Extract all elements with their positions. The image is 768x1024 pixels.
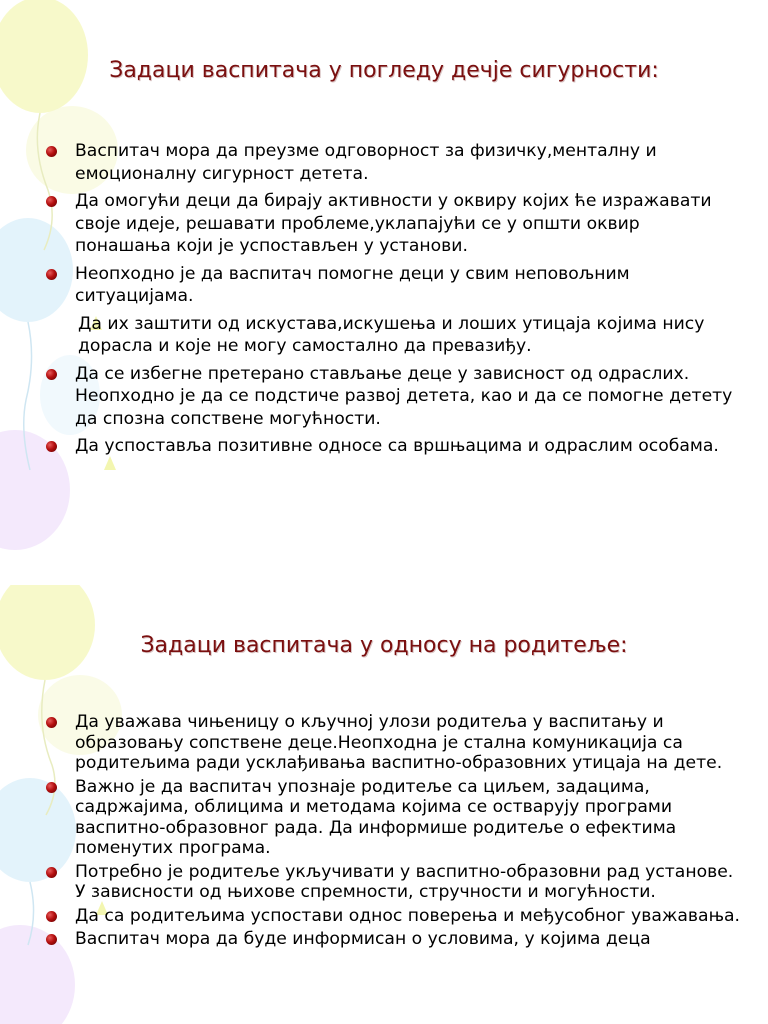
slide-2: [0, 585, 768, 1024]
list-item: [40, 140, 740, 185]
list-item: [40, 777, 740, 859]
list-item-text: Да их заштити од искустава,искушења и лоших утицаја којима нису дорасла и које не могу самостално да превазиђу.: [78, 313, 705, 356]
bullet-icon: [46, 441, 57, 452]
list-item: [40, 313, 740, 358]
list-item-text: Да се избегне претерано стављање деце у зависност од одраслих. Неопходно је да се подстиче развој детета, као и да се помогне детету да спозна сопствене могућности.: [75, 363, 733, 429]
bullet-icon: [46, 782, 57, 793]
list-item-text: Важно је да васпитач упознаје родитеље са циљем, задацима, садржајима, облицима и методама којима се остварују програми васпитно-образовног рада. Да информише родитеље о ефектима поменутих програма.: [75, 776, 677, 858]
list-item-text: Васпитач мора да буде информисан о условима, у којима деца: [75, 929, 651, 949]
bullet-icon: [46, 934, 57, 945]
slide-1-list: [40, 140, 740, 463]
bullet-icon: [46, 369, 57, 380]
list-item: [40, 190, 740, 258]
list-item: [40, 929, 740, 950]
list-item-text: Да са родитељима успостави однос поверења и међусобног уважавања.: [75, 905, 741, 926]
list-item: [40, 712, 740, 774]
list-item-text: Да уважава чињеницу о кључној улози родитеља у васпитању и образовању сопствене деце.Неопходна је стална комуникација са родитељима ради усклађивања васпитно-образовних утицаја на дете.: [75, 712, 723, 773]
list-item-text: Да омогући деци да бирају активности у оквиру којих ће изражавати своје идеје, решавати проблеме,уклапајући се у општи оквир понашања који је успостављен у установи.: [75, 191, 712, 256]
list-item: [40, 906, 740, 927]
bullet-icon: [46, 269, 57, 280]
slide-2-title: Задаци васпитача у односу на родитеље:: [140, 633, 628, 658]
list-item: [40, 862, 740, 903]
list-item-text: Потребно је родитеље укључивати у васпитно-образовни рад установе. У зависности од њихове спремности, стручности и могућности.: [75, 861, 734, 902]
list-item: [40, 363, 740, 431]
list-item-text: Васпитач мора да преузме одговорност за физичку,менталну и емоционалну сигурност детета.: [75, 141, 657, 184]
bullet-icon: [46, 867, 57, 878]
list-item: [40, 435, 740, 458]
slide-1-title: Задаци васпитача у погледу дечје сигурности:: [109, 58, 659, 83]
bullet-icon: [46, 146, 57, 157]
bullet-icon: [46, 717, 57, 728]
list-item: [40, 263, 740, 308]
list-item-text: Неопходно је да васпитач помогне деци у свим неповољним ситуацијама.: [75, 263, 630, 306]
slide-2-list: [40, 712, 740, 953]
bullet-icon: [46, 196, 57, 207]
list-item-text: Да успоставља позитивне односе са вршњацима и одраслим особама.: [75, 436, 719, 456]
bullet-icon: [46, 911, 57, 922]
